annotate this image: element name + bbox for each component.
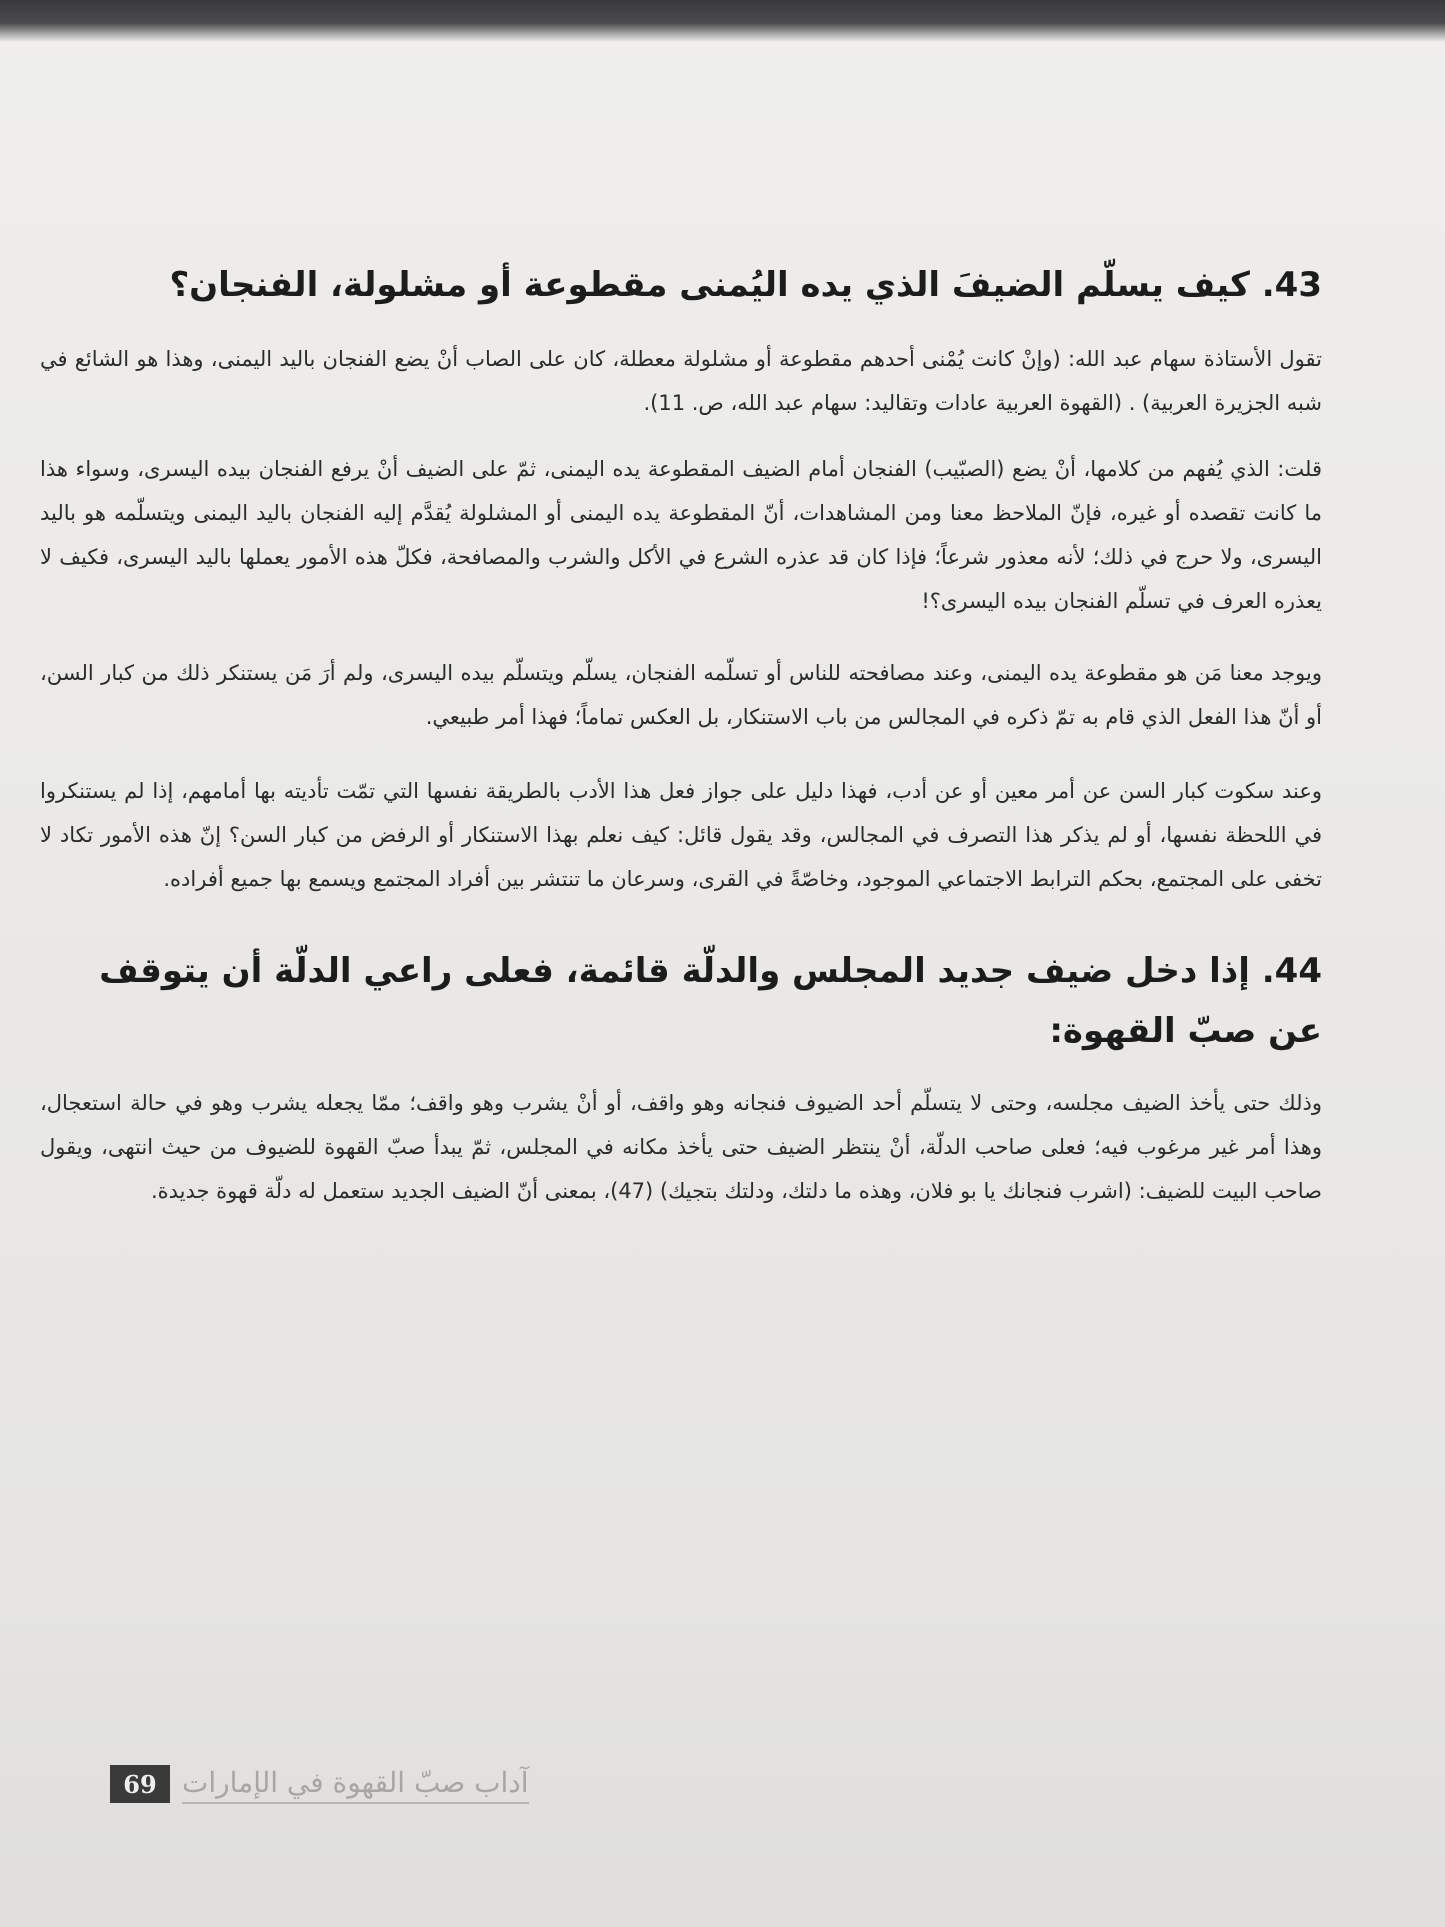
question-43-number: 43. [1261, 265, 1322, 305]
paragraph-elders: وعند سكوت كبار السن عن أمر معين أو عن أدب، فهذا دليل على جواز فعل هذا الأدب بالطريقة نفسها التي تمّت تأديته بها أمامهم، إذا لم يستنكروا في اللحظة نفسها، أو لم يذكر هذا التصرف في المجالس، وقد يقول قائل: كيف نعلم بهذا الاستنكار أو الرفض من كبار السن؟ إنّ هذه الأمور تكاد لا تخفى على المجتمع، بحكم الترابط الاجتماعي الموجود، وخاصّةً في القرى، وسرعان ما تنتشر بين أفراد المجتمع ويسمع بها جميع أفراده. [40, 779, 1322, 891]
question-44-title: إذا دخل ضيف جديد المجلس والدلّة قائمة، فعلى راعي الدلّة أن يتوقف عن صبّ القهوة: [99, 951, 1322, 1051]
paragraph-new-guest: وذلك حتى يأخذ الضيف مجلسه، وحتى لا يتسلّم أحد الضيوف فنجانه وهو واقف، أو أنْ يشرب وهو واقف؛ ممّا يجعله يشرب وهو في حالة استعجال، وهذا أمر غير مرغوب فيه؛ فعلى صاحب الدلّة، أنْ ينتظر الضيف حتى يأخذ مكانه في المجلس، ثمّ يبدأ صبّ القهوة للضيوف من حيث انتهى، ويقول صاحب البيت للضيف: (اشرب فنجانك يا بو فلان، وهذه ما دلتك، ودلتك بتجيك) (47)، بمعنى أنّ الضيف الجديد ستعمل له دلّة قهوة جديدة. [40, 1091, 1322, 1203]
page-top-shadow [0, 0, 1445, 42]
question-44-number: 44. [1261, 951, 1322, 991]
question-43-heading [40, 255, 1322, 315]
page-footer [110, 1762, 530, 1806]
paragraph-quote: تقول الأستاذة سهام عبد الله: (وإنْ كانت يُمْنى أحدهم مقطوعة أو مشلولة معطلة، كان على الصاب أنْ يضع الفنجان باليد اليمنى، وهذا هو الشائع في شبه الجزيرة العربية) . (القهوة العربية عادات وتقاليد: سهام عبد الله، ص. 11). [40, 347, 1322, 415]
page-content [40, 255, 1322, 1213]
book-title-logo: آداب صبّ القهوة في الإمارات [182, 1764, 529, 1804]
paragraph-opinion: قلت: الذي يُفهم من كلامها، أنْ يضع (الصبّيب) الفنجان أمام الضيف المقطوعة يده اليمنى، ثمّ على الضيف أنْ يرفع الفنجان بيده اليسرى، وسواء هذا ما كانت تقصده أو غيره، فإنّ الملاحظ معنا ومن المشاهدات، أنّ المقطوعة يده اليمنى أو المشلولة يُقدَّم إليه الفنجان باليد اليمنى ويتسلّمه هو باليد اليسرى، ولا حرج في ذلك؛ لأنه معذور شرعاً؛ فإذا كان قد عذره الشرع في الأكل والشرب والمصافحة، فكلّ هذه الأمور يعملها باليد اليسرى، فكيف لا يعذره العرف في تسلّم الفنجان بيده اليسرى؟! [40, 457, 1322, 613]
question-44-heading [40, 941, 1322, 1061]
question-43-title: كيف يسلّم الضيفَ الذي يده اليُمنى مقطوعة أو مشلولة، الفنجان؟ [169, 265, 1250, 305]
page-number: 69 [110, 1765, 170, 1803]
paragraph-example: ويوجد معنا مَن هو مقطوعة يده اليمنى، وعند مصافحته للناس أو تسلّمه الفنجان، يسلّم ويتسلّم بيده اليسرى، ولم أرَ مَن يستنكر ذلك من كبار السن، أو أنّ هذا الفعل الذي قام به تمّ ذكره في المجالس من باب الاستنكار، بل العكس تماماً؛ فهذا أمر طبيعي. [40, 661, 1322, 729]
